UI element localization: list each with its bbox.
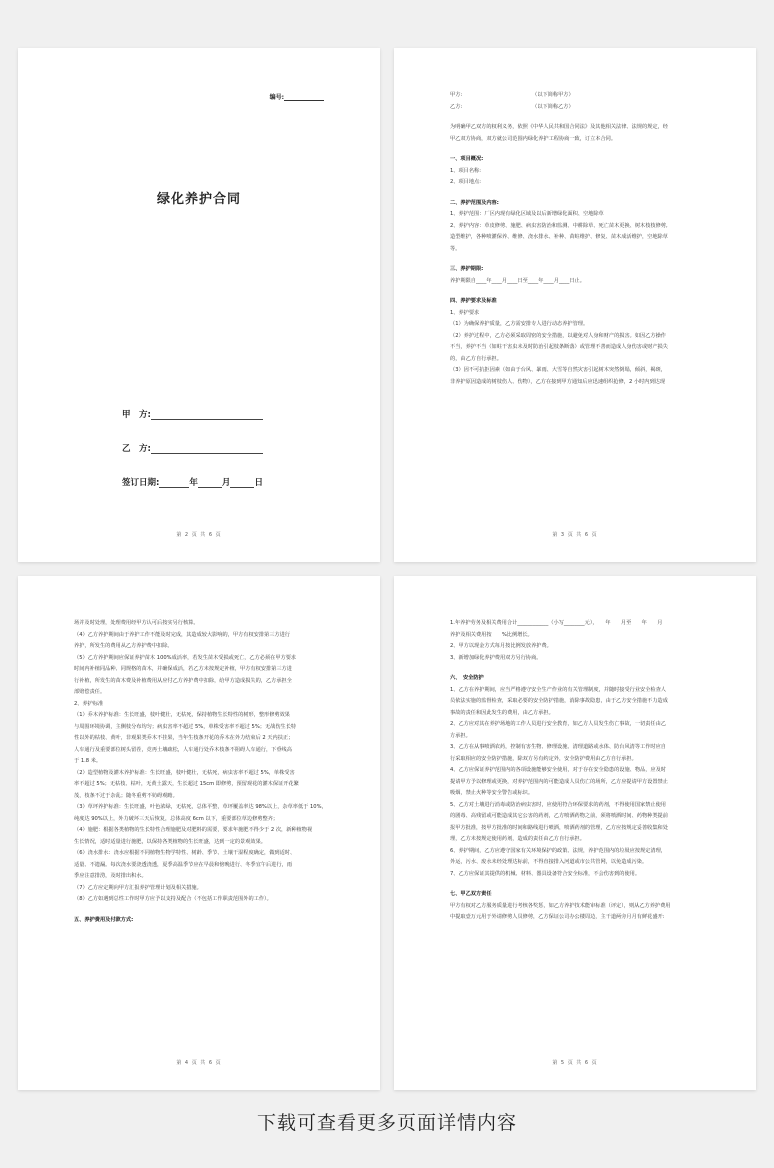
text-line: 1、养护范围：厂区内现有绿化区域及以后新增绿化面积、空地除草: [450, 211, 604, 217]
page-body: [450, 90, 712, 388]
text-line: 季应注意排涝，及时排出积水。: [74, 873, 147, 879]
party-a-field: 甲 方:: [122, 408, 263, 420]
text-line: 3、乙方在从事喷洒农药，控制有害生物、修理设施、清理道路或水体、防台风清等工作时应自: [450, 744, 666, 750]
text-line: 造型维护，各种喷灌保养、维修、浇水排水、补种、苗蛀维护、修复、苗木成活维护，空地除草: [450, 234, 668, 240]
text-line: 与周围环境协调，主侧枝分布均匀；病虫害率不超过 5%，单株受害率不超过 5%；无战伤生长特: [74, 723, 297, 730]
sign-date-field: 签订日期: 年 月 日: [122, 478, 263, 488]
text-line: 1、养护要求: [450, 309, 480, 316]
section-heading: 四、养护要求及标准: [450, 298, 497, 304]
contract-page-4: [18, 576, 380, 1090]
paragraph-gap: [450, 287, 712, 296]
text-line: 场并及时处理，处理费用经甲方认可后按实另行核算。: [74, 620, 199, 626]
section-heading: 七、甲乙双方责任: [450, 891, 492, 897]
text-line: （1）乔木养护标准：生长旺盛，枝叶健壮，无枯死，保持植物生长特性的树形，整形修剪效果: [74, 712, 290, 718]
party-b-field: 乙 方:: [122, 442, 263, 454]
paragraph-gap: [450, 255, 712, 264]
paragraph-gap: [450, 664, 712, 673]
text-line: 性以外的枯枝、黄叶，非观果类乔木不挂果，当年生枝条开花的乔木在外力结束后 2 天内扶正；: [74, 735, 294, 741]
contract-page-5: [394, 576, 756, 1090]
section-heading: 三、养护期限:: [450, 266, 484, 272]
text-line: 报甲方批准，按甲方批准的时间和路线进行喷洒，喷洒药剂的管理，乙方应按规定妥善收集和处: [450, 824, 668, 831]
text-line: （3）因不可抗拒因素（如由于台风、暴雨、大雪等自然灾害引起树木突然倒塌，倾斜，褐斑，: [450, 367, 666, 373]
text-line: 1、项目名称:: [450, 167, 481, 174]
text-line: 纯度达 90%以上，外力破坏三天后恢复，总体高度 6cm 以下，重要部位草边修剪整齐；: [74, 815, 279, 822]
text-line: 2、养护内容：草皮修剪、施肥、病虫害防治和监测、中耕除草、死亡苗木更换、树木枝枝修剪,: [450, 222, 668, 229]
section-heading: 一、项目概况:: [450, 156, 484, 162]
text-line: 员依法实施的监督检查，采取必要的安全防护措施，消除事故隐患，由于乙方安全措施不力造成: [450, 698, 668, 704]
text-line: 1.年养护劳务及相关费用合计____________（小写________元）， 年 月至 年 月: [450, 620, 663, 626]
text-line: 提请甲方予以修理或更换，对养护范围内的可能造成人员伤亡的场所，乙方应提请甲方设置禁止: [450, 778, 668, 785]
text-line: （4）乙方养护期间由于养护工作不能及时完成，其造成较大影响的，甲方有权安排第三方进行: [74, 631, 290, 638]
download-banner[interactable]: 下载可查看更多页面详情内容: [256, 1112, 517, 1134]
paragraph-gap: [450, 113, 712, 122]
text-line: 吸烟，禁止火种等安全警告或标识。: [450, 790, 534, 796]
text-line: 4、乙方应保证养护范围内的各项设施能够安全使用，对于存在安全隐患的设施、物品，应及时: [450, 767, 666, 773]
paragraph-gap: [450, 880, 712, 889]
page-footer: 第 3 页 共 6 页: [552, 532, 598, 538]
text-line: 事故的责任和因此发生的费用，由乙方承担。: [450, 709, 554, 716]
text-line: 2、养护标准: [74, 700, 104, 707]
text-line: 时间内补植同品种、同规格的苗木，并确保成活，若乙方未按规定补植，甲方有权安排第三方进: [74, 666, 292, 672]
text-line: 为明确甲乙双方的权利义务，依照《中华人民共和国合同法》及其他相关法律、法规的规定，经: [450, 124, 668, 130]
contract-number: 编号:: [270, 92, 324, 101]
text-line: （8）乙方如遇到总性工作时甲方应予以支持及配合（不包括工作职责范围外的工作）。: [74, 896, 272, 902]
text-line: 甲方: （以下简称甲方）: [450, 92, 574, 98]
text-line: 1、乙方在养护期间，应当严格遵守安全生产作业的有关管理制度，并随时接受行业安全检查人: [450, 686, 666, 693]
text-line: 7、乙方应保证其提供的机械、材料、器具设备符合安全标准，不会伤害到的使用。: [450, 870, 641, 877]
text-line: （2）养护过程中，乙方必须采取周密的安全措施，以避免对人身和财产的损害。如因乙方操作: [450, 332, 666, 339]
text-line: 甲方有权对乙方服务质量进行考核各奖惩，如乙方养护技术能审标准（评定），则从乙方养护费用: [450, 902, 671, 909]
section-heading: 二、养护范围及内容:: [450, 199, 499, 206]
text-line: 行补植，所发生的苗木费及补植费用从应付乙方养护费中扣除，给甲方造成损失的，乙方承担全: [74, 677, 292, 684]
page-footer: 第 4 页 共 6 页: [176, 1060, 222, 1066]
page-body: [74, 618, 336, 926]
text-line: 养护，所发生的费用从乙方养护费中扣除。: [74, 643, 173, 649]
contract-page-3: [394, 48, 756, 562]
document-title: 绿化养护合同: [156, 192, 241, 207]
text-line: （6）浇水排水：浇水应根据不同植物生物学特性、树龄、季节、土壤干湿程度确定，做到适时、: [74, 850, 296, 856]
cover-page: [18, 48, 380, 562]
text-line: 率不超过 5%；无枯枝、枯叶，无黄土露天，生长超过 15cm 即修剪，预留观花的灌木保证开花繁: [74, 781, 299, 787]
text-line: 行采取相应的安全防护措施，除双方另有约定外，安全防护费用由乙方自行承担。: [450, 755, 637, 762]
text-line: （7）乙方应定期向甲方汇报养护管理计划及相关措施。: [74, 884, 202, 891]
text-line: （5）乙方养护期间应保证养护苗木 100%成活率，若发生苗木受损或死亡，乙方必须在甲方要求: [74, 654, 297, 661]
text-line: 养护及相关费用按 %比例增长。: [450, 631, 533, 638]
section-heading: 五、养护费用及付款方式:: [74, 916, 134, 923]
text-line: （1）为确保养护质量，乙方需安排专人进行动态养护管理。: [450, 321, 589, 327]
text-line: 的剧毒、高残留或可能造成其它公害的药剂，乙方喷洒药物之前，须将喷洒时间、药物种类提前: [450, 813, 668, 819]
text-line: 2、项目地点:: [450, 179, 481, 185]
text-line: 非养护原因造成的树枝伤人、伤物），乙方在接到甲方通知后应迅速组织抢修，2 小时内到达现: [450, 378, 666, 385]
text-line: 外运，污水、废水未经处理达标前，不得直接排入河道或市公共管网，以免造成污染。: [450, 859, 648, 865]
section-heading: 六、 安全防护: [450, 675, 484, 681]
text-line: 于 1.8 米。: [74, 758, 102, 764]
page-footer: 第 2 页 共 6 页: [176, 532, 222, 538]
text-line: 方承担。: [450, 732, 471, 739]
text-line: 理，乙方未按规定使用药剂，造成的责任由乙方自行承担。: [450, 836, 585, 842]
page-body: [450, 618, 712, 924]
text-line: 乙方: （以下简称乙方）: [450, 103, 574, 110]
text-line: 养护期限自____年____月____日至____年____月____日止。: [450, 277, 585, 284]
text-line: 人车通行及重要部位树头留茬，竞再土壤疏松，人车通行处乔木枝条不阻碍人车通行，下垂线高: [74, 746, 292, 753]
page-footer: 第 5 页 共 6 页: [552, 1060, 598, 1066]
text-line: （4）施肥：根据各类植物的生长特性合理施肥及对肥料的需要，要求年施肥不得少于 2 次，新种植物视: [74, 827, 313, 833]
text-line: 茂，枝条不过于杂乱；随冬重剪不妨碍观瞻。: [74, 792, 178, 799]
text-line: 生长情况，适时适量进行施肥，以保持各类植物的生长旺盛，达到一定的景观效果。: [74, 838, 266, 845]
text-line: 3、新增加绿化养护费用双方另行协商。: [450, 654, 542, 661]
text-line: 2、乙方应对其在养护场地的工作人员进行安全教育，如乙方人员发生伤亡事故，一切责任由乙: [450, 721, 666, 727]
text-line: 5、乙方对土壤进行消毒或防治病虫害时，应使用符合环保要求的药剂，不得使用国家禁止使用: [450, 801, 666, 808]
paragraph-gap: [450, 145, 712, 154]
text-line: 的，由乙方自行承担。: [450, 355, 502, 362]
text-line: 6、养护期间，乙方应遵守国家有关环境保护的政策、法规，养护范围内的垃圾应按规定清理，: [450, 847, 666, 854]
text-line: 中提取壹万元用于外请修剪人员修剪，乙方保证公司办公楼周边，主干道两旁月月有鲜花盛开:: [450, 914, 665, 920]
paragraph-gap: [450, 189, 712, 198]
text-line: （2）造型植物及灌木养护标准：生长旺盛，枝叶健壮，无枯死，病虫害率不超过 5%，单株受害: [74, 769, 295, 776]
text-line: 不当，养护不当（如蛀干害虫未及时防治引起枝条断落）或管理不善而造成人身伤害或财产损失: [450, 344, 668, 350]
text-line: 甲乙双方协商，双方就公司范围内绿化养护工程协商一致，订立本合同。: [450, 135, 617, 142]
text-line: （3）草坪养护标准：生长旺盛，叶色浓绿，无枯死，总体平整，草坪覆盖率达 98%以上，杂草率低于 10%，: [74, 804, 327, 810]
text-line: 等。: [450, 245, 461, 252]
text-line: 部赔偿责任。: [74, 689, 106, 695]
text-line: 2、甲方以现金方式每月按比例发放养护费。: [450, 643, 552, 649]
paragraph-gap: [74, 906, 336, 915]
text-line: 适量、不遗漏。每次浇水要浇透浇透，夏季高温季节应在早晨和傍晚进行、冬季宜午后进行，雨: [74, 861, 292, 868]
